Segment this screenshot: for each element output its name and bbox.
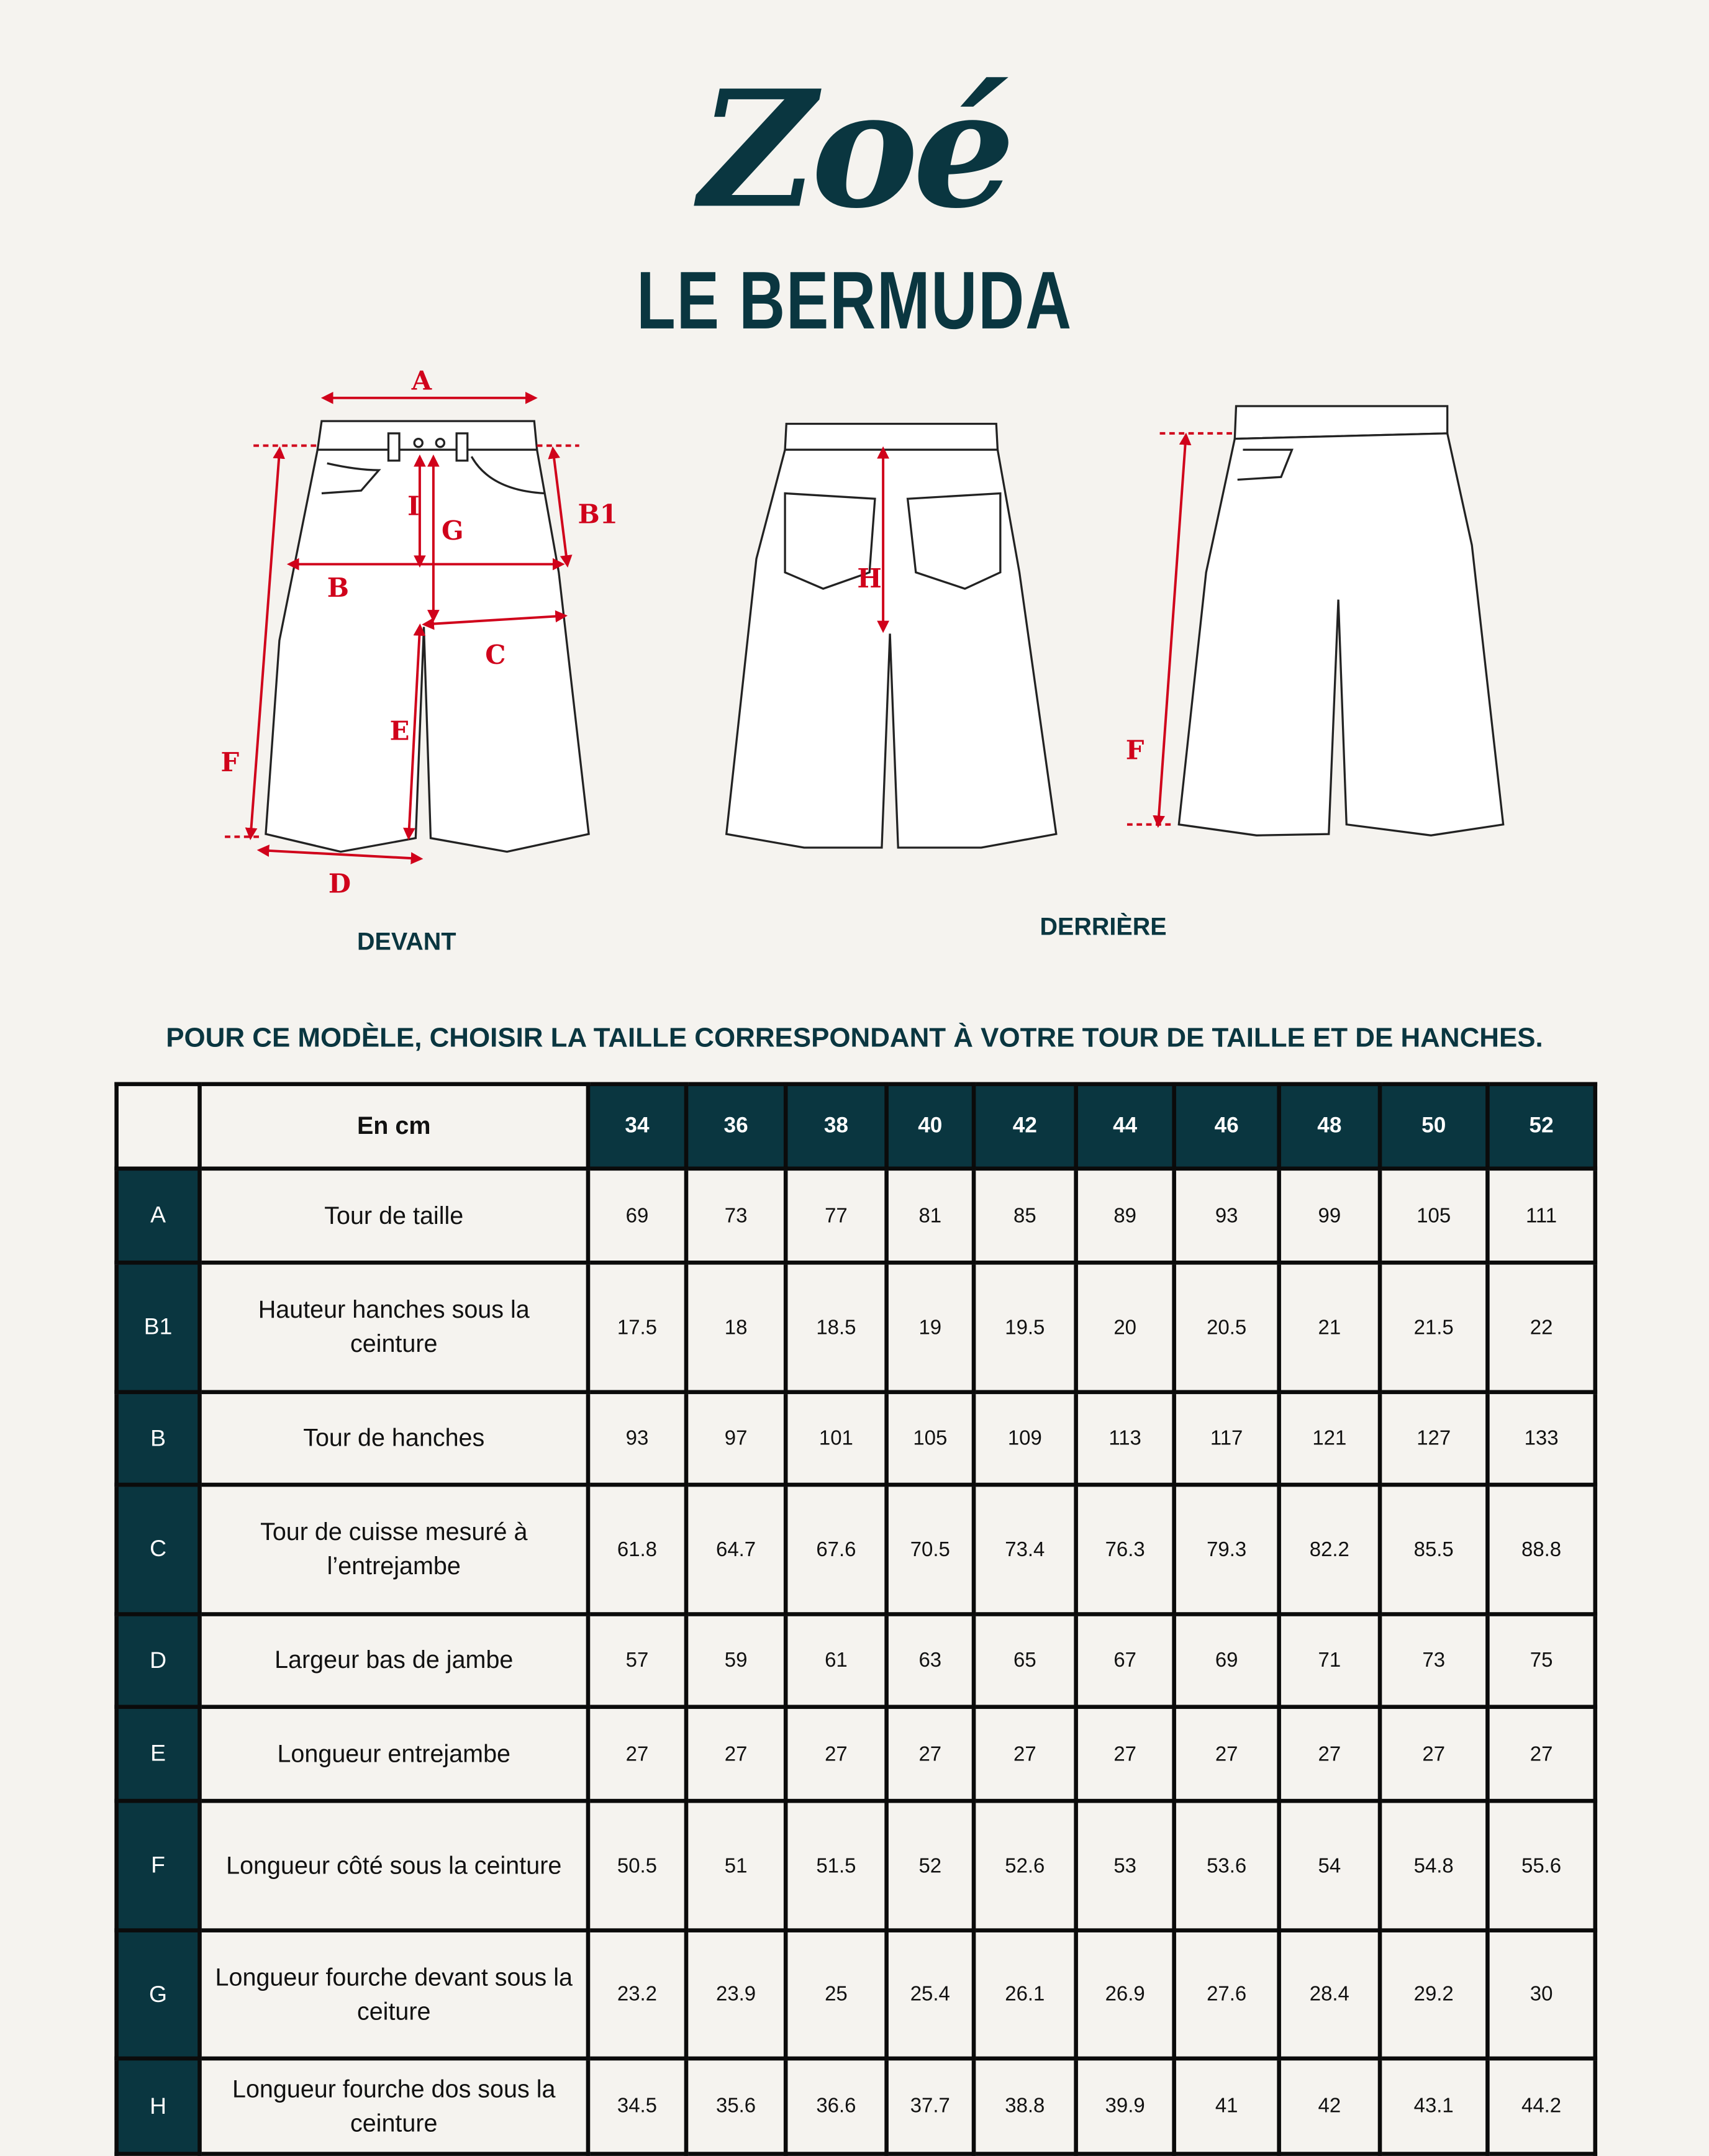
label-b1: B1 — [578, 499, 618, 530]
product-title: LE BERMUDA — [637, 255, 1072, 346]
measure-value: 21 — [1279, 1262, 1380, 1392]
size-header-50: 50 — [1380, 1084, 1487, 1169]
measure-value: 20 — [1076, 1262, 1174, 1392]
size-instruction: POUR CE MODÈLE, CHOISIR LA TAILLE CORRESPONDANT À VOTRE TOUR DE TAILLE ET DE HANCHES. — [166, 1023, 1543, 1054]
measure-key: B1 — [117, 1262, 200, 1392]
front-view-label: DEVANT — [356, 928, 456, 956]
measure-value: 54.8 — [1380, 1801, 1487, 1930]
measure-value: 61.8 — [588, 1485, 686, 1614]
measure-value: 27.6 — [1174, 1931, 1279, 2059]
garment-diagrams — [0, 355, 1709, 900]
measure-value: 27 — [1380, 1707, 1487, 1801]
measure-value: 27 — [1076, 1707, 1174, 1801]
label-b: B — [327, 573, 349, 604]
label-e: E — [389, 715, 410, 746]
measure-value: 27 — [1279, 1707, 1380, 1801]
front-shorts-drawing — [266, 421, 589, 851]
table-row — [117, 1262, 1595, 1392]
measure-value: 82.2 — [1279, 1485, 1380, 1614]
measure-value: 27 — [588, 1707, 686, 1801]
measure-value: 27 — [974, 1707, 1076, 1801]
table-row — [117, 1169, 1595, 1262]
measure-value: 76.3 — [1076, 1485, 1174, 1614]
measure-value: 44.2 — [1487, 2059, 1595, 2154]
size-header-40: 40 — [887, 1084, 974, 1169]
corner-cell — [117, 1084, 200, 1169]
measure-value: 43.1 — [1380, 2059, 1487, 2154]
table-row — [117, 1485, 1595, 1614]
measure-value: 97 — [686, 1392, 786, 1485]
measure-value: 93 — [588, 1392, 686, 1485]
measure-value: 70.5 — [887, 1485, 974, 1614]
measure-value: 69 — [1174, 1615, 1279, 1707]
measure-label: Tour de cuisse mesuré à l’entrejambe — [200, 1485, 588, 1614]
size-header-42: 42 — [974, 1084, 1076, 1169]
measure-value: 53 — [1076, 1801, 1174, 1930]
measure-value: 21.5 — [1380, 1262, 1487, 1392]
measure-value: 73.4 — [974, 1485, 1076, 1614]
measure-value: 61 — [786, 1615, 886, 1707]
measure-value: 29.2 — [1380, 1931, 1487, 2059]
measure-value: 38.8 — [974, 2059, 1076, 2154]
measure-value: 89 — [1076, 1169, 1174, 1262]
measure-value: 27 — [686, 1707, 786, 1801]
side-shorts-drawing — [1179, 406, 1503, 835]
label-f-back: F — [1125, 735, 1145, 766]
size-header-34: 34 — [588, 1084, 686, 1169]
measure-value: 53.6 — [1174, 1801, 1279, 1930]
measure-value: 54 — [1279, 1801, 1380, 1930]
measure-value: 19 — [887, 1262, 974, 1392]
measure-value: 18 — [686, 1262, 786, 1392]
label-f: F — [220, 747, 240, 778]
measure-value: 23.9 — [686, 1931, 786, 2059]
measure-value: 121 — [1279, 1392, 1380, 1485]
measure-value: 67.6 — [786, 1485, 886, 1614]
measure-value: 65 — [974, 1615, 1076, 1707]
measure-value: 111 — [1487, 1169, 1595, 1262]
measure-value: 133 — [1487, 1392, 1595, 1485]
measure-value: 105 — [1380, 1169, 1487, 1262]
measure-value: 37.7 — [887, 2059, 974, 2154]
measure-value: 67 — [1076, 1615, 1174, 1707]
label-a: A — [411, 365, 432, 396]
measure-label: Tour de hanches — [200, 1392, 588, 1485]
measure-label: Longueur fourche devant sous la ceiture — [200, 1931, 588, 2059]
label-c: C — [485, 639, 506, 670]
table-row — [117, 1801, 1595, 1930]
measure-value: 75 — [1487, 1615, 1595, 1707]
measure-value: 113 — [1076, 1392, 1174, 1485]
measure-value: 71 — [1279, 1615, 1380, 1707]
brand-logo: Zoé — [699, 54, 1010, 244]
measure-value: 27 — [887, 1707, 974, 1801]
measure-value: 22 — [1487, 1262, 1595, 1392]
measure-value: 36.6 — [786, 2059, 886, 2154]
measure-value: 55.6 — [1487, 1801, 1595, 1930]
size-header-44: 44 — [1076, 1084, 1174, 1169]
measure-value: 99 — [1279, 1169, 1380, 1262]
measure-value: 25 — [786, 1931, 886, 2059]
measure-value: 88.8 — [1487, 1485, 1595, 1614]
size-table — [114, 1082, 1597, 2156]
label-i: I — [407, 491, 420, 522]
unit-header: En cm — [200, 1084, 588, 1169]
table-header-row — [117, 1084, 1595, 1169]
label-h: H — [857, 563, 882, 594]
table-row — [117, 1931, 1595, 2059]
measure-value: 52.6 — [974, 1801, 1076, 1930]
measure-value: 117 — [1174, 1392, 1279, 1485]
measure-value: 101 — [786, 1392, 886, 1485]
measure-label: Longueur côté sous la ceinture — [200, 1801, 588, 1930]
size-header-48: 48 — [1279, 1084, 1380, 1169]
measure-value: 69 — [588, 1169, 686, 1262]
measure-value: 51 — [686, 1801, 786, 1930]
measure-value: 57 — [588, 1615, 686, 1707]
measure-key: C — [117, 1485, 200, 1614]
label-g: G — [442, 515, 464, 546]
measure-label: Largeur bas de jambe — [200, 1615, 588, 1707]
back-view-label: DERRIÈRE — [1040, 913, 1167, 941]
measure-value: 109 — [974, 1392, 1076, 1485]
measure-value: 26.9 — [1076, 1931, 1174, 2059]
measure-value: 63 — [887, 1615, 974, 1707]
measure-value: 42 — [1279, 2059, 1380, 2154]
measure-value: 50.5 — [588, 1801, 686, 1930]
measure-label: Hauteur hanches sous la ceinture — [200, 1262, 588, 1392]
measure-value: 18.5 — [786, 1262, 886, 1392]
measure-key: E — [117, 1707, 200, 1801]
measure-value: 19.5 — [974, 1262, 1076, 1392]
measure-key: D — [117, 1615, 200, 1707]
measure-value: 59 — [686, 1615, 786, 1707]
size-header-52: 52 — [1487, 1084, 1595, 1169]
measure-value: 77 — [786, 1169, 886, 1262]
label-d: D — [328, 868, 351, 899]
measure-value: 41 — [1174, 2059, 1279, 2154]
measure-value: 20.5 — [1174, 1262, 1279, 1392]
measure-value: 51.5 — [786, 1801, 886, 1930]
back-shorts-drawing — [727, 424, 1056, 848]
table-row — [117, 1615, 1595, 1707]
measure-value: 26.1 — [974, 1931, 1076, 2059]
measure-value: 85 — [974, 1169, 1076, 1262]
size-header-38: 38 — [786, 1084, 886, 1169]
measure-value: 35.6 — [686, 2059, 786, 2154]
measure-value: 27 — [1174, 1707, 1279, 1801]
measure-value: 73 — [1380, 1615, 1487, 1707]
measure-value: 52 — [887, 1801, 974, 1930]
measure-key: B — [117, 1392, 200, 1485]
measure-value: 39.9 — [1076, 2059, 1174, 2154]
measure-label: Tour de taille — [200, 1169, 588, 1262]
measure-value: 17.5 — [588, 1262, 686, 1392]
table-row — [117, 1707, 1595, 1801]
measure-value: 85.5 — [1380, 1485, 1487, 1614]
measure-label: Longueur fourche dos sous la ceinture — [200, 2059, 588, 2154]
measure-key: H — [117, 2059, 200, 2154]
measure-value: 127 — [1380, 1392, 1487, 1485]
size-header-36: 36 — [686, 1084, 786, 1169]
measure-value: 105 — [887, 1392, 974, 1485]
table-row — [117, 2059, 1595, 2154]
measure-value: 64.7 — [686, 1485, 786, 1614]
measure-value: 93 — [1174, 1169, 1279, 1262]
measure-value: 23.2 — [588, 1931, 686, 2059]
measure-value: 28.4 — [1279, 1931, 1380, 2059]
measure-value: 34.5 — [588, 2059, 686, 2154]
measure-value: 30 — [1487, 1931, 1595, 2059]
measure-value: 79.3 — [1174, 1485, 1279, 1614]
measure-label: Longueur entrejambe — [200, 1707, 588, 1801]
measure-value: 81 — [887, 1169, 974, 1262]
measure-value: 27 — [786, 1707, 886, 1801]
measure-value: 73 — [686, 1169, 786, 1262]
measure-key: A — [117, 1169, 200, 1262]
size-header-46: 46 — [1174, 1084, 1279, 1169]
measure-value: 25.4 — [887, 1931, 974, 2059]
table-row — [117, 1392, 1595, 1485]
measure-key: G — [117, 1931, 200, 2059]
measure-key: F — [117, 1801, 200, 1930]
measure-value: 27 — [1487, 1707, 1595, 1801]
